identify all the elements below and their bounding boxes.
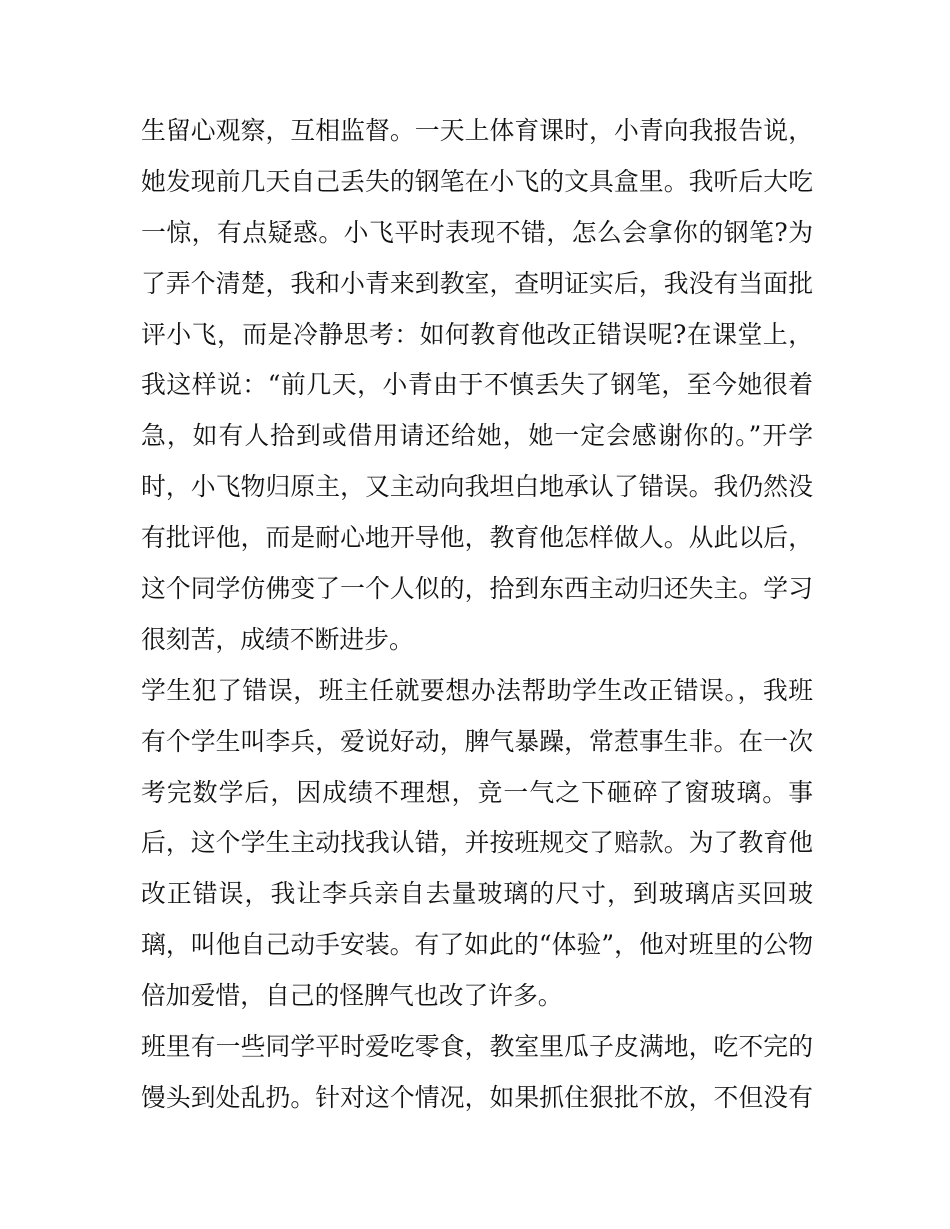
- text-line: 有个学生叫李兵，爱说好动，脾气暴躁，常惹事生非。在一次: [141, 726, 813, 756]
- text-line: 后，这个学生主动找我认错，并按班规交了赔款。为了教育他: [141, 828, 813, 858]
- text-line: 班里有一些同学平时爱吃零食，教室里瓜子皮满地，吃不完的: [141, 1032, 813, 1062]
- text-line: 馒头到处乱扔。针对这个情况，如果抓住狠批不放，不但没有: [141, 1082, 813, 1112]
- paragraph-last-line: 倍加爱惜，自己的怪脾气也改了许多。: [141, 981, 563, 1011]
- text-line: 我这样说：“前几天，小青由于不慎丢失了钢笔，至今她很着: [141, 370, 813, 400]
- text-line: 一惊，有点疑惑。小飞平时表现不错，怎么会拿你的钢笔?为: [141, 217, 813, 247]
- text-line: 考完数学后，因成绩不理想，竞一气之下砸碎了窗玻璃。事: [141, 777, 813, 807]
- text-line: 她发现前几天自己丢失的钢笔在小飞的文具盒里。我听后大吃: [141, 166, 813, 196]
- paragraph-last-line: 很刻苦，成绩不断进步。: [141, 624, 414, 654]
- body-text: [141, 106, 813, 1124]
- text-line: 有批评他，而是耐心地开导他，教育他怎样做人。从此以后，: [141, 523, 813, 553]
- text-line: 了弄个清楚，我和小青来到教室，查明证实后，我没有当面批: [141, 268, 813, 298]
- text-line: 这个同学仿佛变了一个人似的，拾到东西主动归还失主。学习: [141, 574, 813, 604]
- text-line: 评小飞，而是冷静思考：如何教育他改正错误呢?在课堂上，: [141, 319, 813, 349]
- text-line: 生留心观察，互相监督。一天上体育课时，小青向我报告说，: [141, 116, 813, 145]
- text-line: 改正错误，我让李兵亲自去量玻璃的尺寸，到玻璃店买回玻: [141, 879, 813, 909]
- text-line: 时，小飞物归原主，又主动向我坦白地承认了错误。我仍然没: [141, 472, 813, 502]
- text-line: 学生犯了错误，班主任就要想办法帮助学生改正错误。，我班: [141, 675, 813, 705]
- text-line: 急，如有人拾到或借用请还给她，她一定会感谢你的。”开学: [141, 421, 813, 451]
- text-line: 璃，叫他自己动手安装。有了如此的“体验”，他对班里的公物: [141, 930, 813, 960]
